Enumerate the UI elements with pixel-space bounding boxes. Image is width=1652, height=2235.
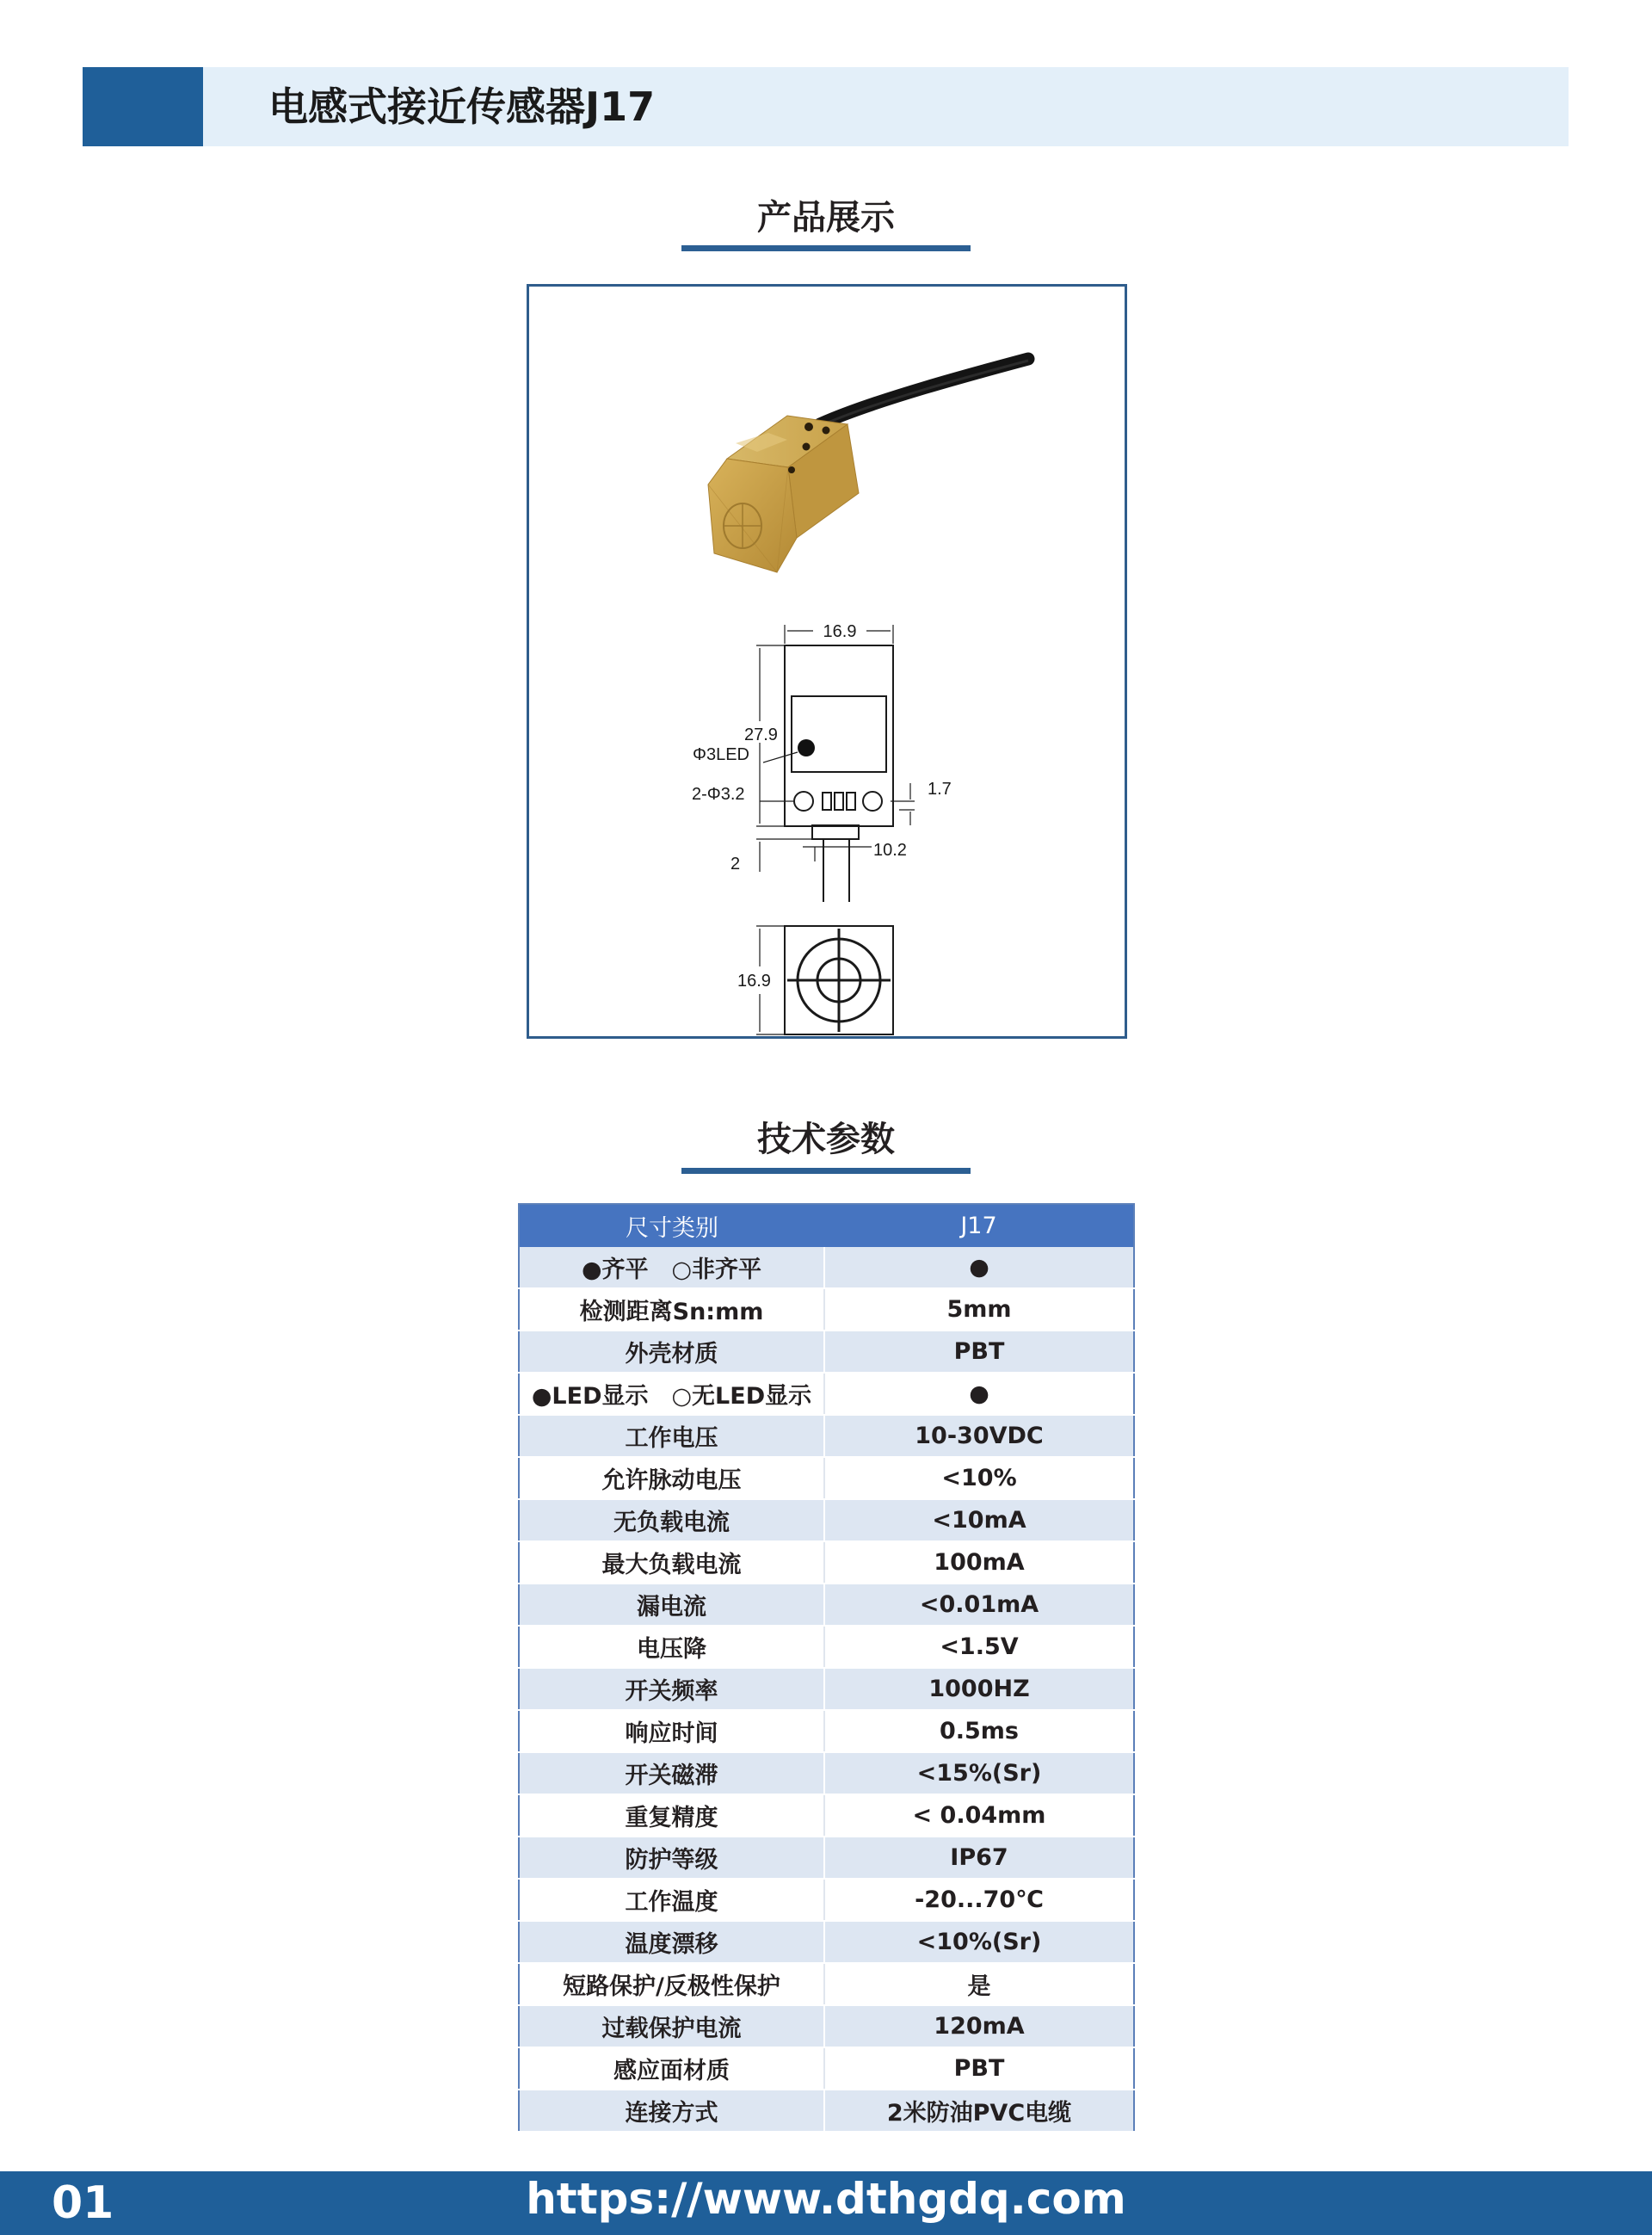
- table-row: [519, 1710, 1134, 1752]
- table-row: [519, 2047, 1134, 2090]
- table-row: [519, 1457, 1134, 1499]
- specs-section-rule: [681, 1168, 971, 1174]
- spec-label: 温度漂移: [519, 1921, 824, 1963]
- spec-label: 外壳材质: [519, 1331, 824, 1373]
- spec-value: <10%: [824, 1457, 1134, 1499]
- spec-label: 无负载电流: [519, 1499, 824, 1541]
- spec-value: <10mA: [824, 1499, 1134, 1541]
- table-row: [519, 1837, 1134, 1879]
- spec-value: 5mm: [824, 1288, 1134, 1331]
- spec-value: 100mA: [824, 1541, 1134, 1584]
- page-number: 01: [52, 2177, 114, 2229]
- spec-value: IP67: [824, 1837, 1134, 1879]
- specs-section-title: 技术参数: [757, 1120, 895, 1159]
- spec-value: 0.5ms: [824, 1710, 1134, 1752]
- spec-label: 过载保护电流: [519, 2005, 824, 2047]
- dim-holes: 2-Φ3.2: [692, 785, 745, 804]
- product-section-rule: [681, 245, 971, 251]
- spec-label: 开关磁滞: [519, 1752, 824, 1794]
- spec-value: < 0.04mm: [824, 1794, 1134, 1837]
- header-accent-block: [83, 67, 203, 146]
- spec-value: ●: [824, 1247, 1134, 1288]
- spec-value: ●: [824, 1373, 1134, 1415]
- led-window: [803, 443, 811, 451]
- spec-label: 检测距离Sn:mm: [519, 1288, 824, 1331]
- spec-label: 防护等级: [519, 1837, 824, 1879]
- spec-label: 允许脉动电压: [519, 1457, 824, 1499]
- spec-value: 10-30VDC: [824, 1415, 1134, 1457]
- table-row: [519, 1752, 1134, 1794]
- spec-value: 1000HZ: [824, 1668, 1134, 1710]
- footer-url-link[interactable]: https://www.dthgdq.com: [526, 2174, 1126, 2224]
- spec-label: ●齐平 ○非齐平: [519, 1247, 824, 1288]
- table-row: [519, 1921, 1134, 1963]
- spec-value: <1.5V: [824, 1626, 1134, 1668]
- table-row: [519, 1626, 1134, 1668]
- table-row: [519, 1331, 1134, 1373]
- table-row: [519, 1499, 1134, 1541]
- product-figure: [527, 284, 1127, 1039]
- spec-label: 开关频率: [519, 1668, 824, 1710]
- table-row: [519, 2090, 1134, 2132]
- spec-value: -20...70℃: [824, 1879, 1134, 1921]
- dim-width-top: 16.9: [823, 622, 857, 641]
- table-row: [519, 1668, 1134, 1710]
- spec-label: ●LED显示 ○无LED显示: [519, 1373, 824, 1415]
- product-illustration: [529, 287, 1125, 1036]
- spec-header-value: J17: [824, 1204, 1134, 1247]
- spec-table-header: [519, 1204, 1134, 1247]
- spec-label: 最大负载电流: [519, 1541, 824, 1584]
- spec-header-label: 尺寸类别: [519, 1204, 824, 1247]
- spec-value: 是: [824, 1963, 1134, 2005]
- table-row: [519, 1247, 1134, 1288]
- spec-table: [518, 1203, 1135, 2133]
- dimension-drawing: [756, 625, 915, 1034]
- spec-label: 感应面材质: [519, 2047, 824, 2090]
- spec-value: <10%(Sr): [824, 1921, 1134, 1963]
- table-row: [519, 1373, 1134, 1415]
- product-section-title: 产品展示: [757, 198, 895, 238]
- spec-value: PBT: [824, 1331, 1134, 1373]
- spec-label: 电压降: [519, 1626, 824, 1668]
- table-row: [519, 1584, 1134, 1626]
- dim-bottom: 2: [730, 855, 741, 874]
- dim-height: 27.9: [744, 725, 778, 744]
- sensor-body: [708, 459, 797, 572]
- table-row: [519, 1415, 1134, 1457]
- table-row: [519, 1288, 1134, 1331]
- spec-label: 工作电压: [519, 1415, 824, 1457]
- table-row: [519, 1794, 1134, 1837]
- spec-label: 连接方式: [519, 2090, 824, 2132]
- spec-value: PBT: [824, 2047, 1134, 2090]
- spec-value: <15%(Sr): [824, 1752, 1134, 1794]
- spec-label: 短路保护/反极性保护: [519, 1963, 824, 2005]
- spec-label: 重复精度: [519, 1794, 824, 1837]
- sensor-photo: [708, 359, 1028, 572]
- mount-hole-1: [804, 423, 813, 431]
- spec-label: 漏电流: [519, 1584, 824, 1626]
- table-row: [519, 1879, 1134, 1921]
- led-symbol: [798, 739, 815, 756]
- sensor-outline: [785, 645, 893, 826]
- page-title: 电感式接近传感器J17: [268, 83, 656, 130]
- dim-face: 16.9: [737, 972, 771, 991]
- spec-label: 工作温度: [519, 1879, 824, 1921]
- spec-value: 2米防油PVC电缆: [824, 2090, 1134, 2132]
- table-row: [519, 2005, 1134, 2047]
- table-row: [519, 1963, 1134, 2005]
- spec-value: <0.01mA: [824, 1584, 1134, 1626]
- dim-pitch: 10.2: [873, 841, 907, 860]
- table-row: [519, 1541, 1134, 1584]
- dim-led: Φ3LED: [693, 745, 749, 764]
- spec-value: 120mA: [824, 2005, 1134, 2047]
- dim-offset: 1.7: [928, 780, 952, 799]
- spec-label: 响应时间: [519, 1710, 824, 1752]
- mount-hole-2: [823, 427, 830, 435]
